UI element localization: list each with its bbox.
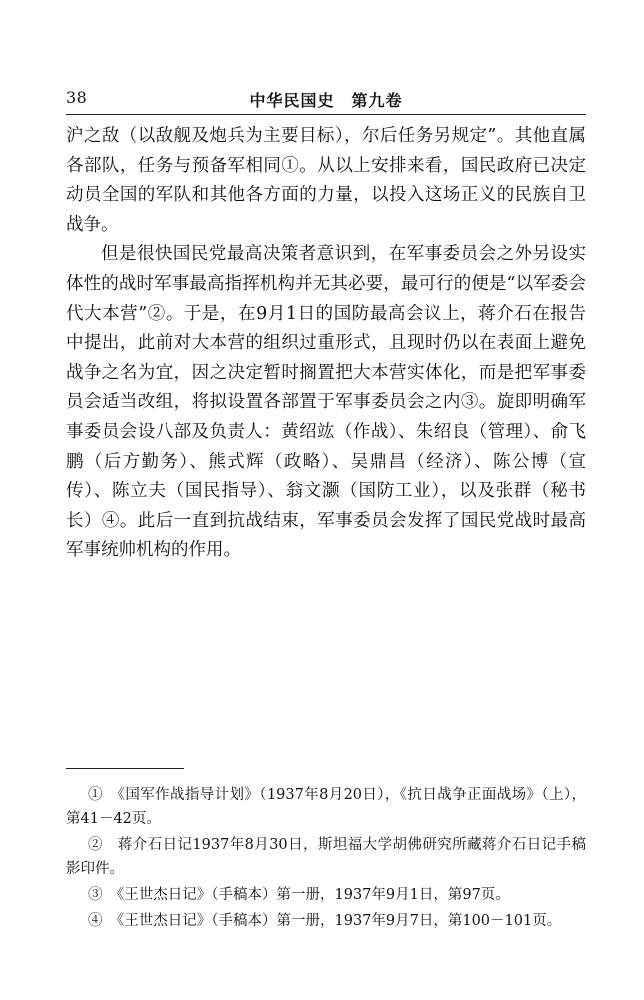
header-rule <box>66 114 586 115</box>
paragraph: 但是很快国民党最高决策者意识到，在军事委员会之外另设实体性的战时军事最高指挥机构并无其必要，最可行的便是“以军委会代大本营”②。于是，在9月1日的国防最高会议上，蒋介石在报告中提出，此前对大本营的组织过重形式，且现时仍以在表面上避免战争之名为宜，因之决定暂时搁置把大本营实体化，而是把军事委员会适当改组，将拟设置各部置于军事委员会之内③。旋即明确军事委员会设八部及负责人：黄绍竑（作战）、朱绍良（管理）、俞飞鹏（后方勤务）、熊式辉（政略）、吴鼎昌（经济）、陈公博（宣传）、陈立夫（国民指导）、翁文灏（国防工业），以及张群（秘书长）④。此后一直到抗战结束，军事委员会发挥了国民党战时最高军事统帅机构的作用。 <box>66 244 586 561</box>
page-header <box>66 88 586 112</box>
footnote-4: ④ 《王世杰日记》（手稿本）第一册，1937年9月7日，第100－101页。 <box>88 913 562 929</box>
footnote-1: ① 《国军作战指导计划》（1937年8月20日），《抗日战争正面战场》（上），第41－42页。 <box>66 787 586 827</box>
footnote-separator <box>66 768 184 769</box>
footnote-3: ③ 《王世杰日记》（手稿本）第一册，1937年9月1日，第97页。 <box>88 887 510 903</box>
main-text <box>66 122 586 566</box>
footnote-2: ② 蒋介石日记1937年8月30日，斯坦福大学胡佛研究所藏蒋介石日记手稿影印件。 <box>66 837 586 877</box>
running-title: 中华民国史 第九卷 <box>249 91 403 110</box>
footnotes <box>66 783 586 935</box>
page-number: 38 <box>66 88 88 107</box>
paragraph-continued: 沪之敌（以敌舰及炮兵为主要目标），尔后任务另规定”。其他直属各部队，任务与预备军相同①。从以上安排来看，国民政府已决定动员全国的军队和其他各方面的力量，以投入这场正义的民族自卫战争。 <box>66 126 586 235</box>
